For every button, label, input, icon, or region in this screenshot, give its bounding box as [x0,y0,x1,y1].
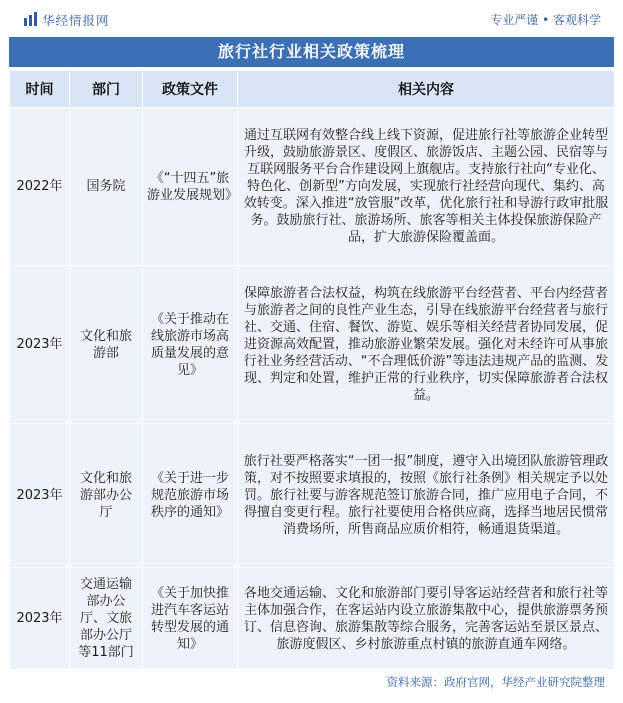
source-note: 资料来源：政府官网，华经产业研究院整理 [386,675,605,689]
cell-time: 2023年 [10,424,70,568]
table-row [10,568,615,670]
cell-time: 2023年 [10,568,70,670]
table-row [10,266,615,424]
col-header-content: 相关内容 [238,71,615,108]
cell-content: 旅行社要严格落实“一团一报”制度，遵守入出境团队旅游管理政策，对不按照要求填报的，按照《旅行社条例》相关规定予以处罚。旅行社要与游客规范签订旅游合同，推广应用电子合同，不得擅自变更行程。旅行社要使用合格供应商，选择当地居民惯常消费场所，所售商品应质价相符，畅通退货渠道。 [238,424,615,568]
col-header-dept: 部门 [70,71,143,108]
page-title: 旅行社行业相关政策梳理 [9,37,614,67]
cell-doc: 《关于进一步规范旅游市场秩序的通知》 [143,424,238,568]
cell-time: 2023年 [10,266,70,424]
cell-content: 通过互联网有效整合线上线下资源，促进旅行社等旅游企业转型升级，鼓励旅游景区、度假区、旅游饭店、主题公园、民宿等与互联网服务平台合作建设网上旗舰店。支持旅行社向“专业化、特色化、创新型”方向发展，实现旅行社经营向现代、集约、高效转变。深入推进“放管服”改革，优化旅行社和导游行政审批服务。鼓励旅行社、旅游场所、旅客等相关主体投保旅游保险产品，扩大旅游保险覆盖面。 [238,108,615,266]
cell-dept: 国务院 [70,108,143,266]
brand-logo-icon [24,12,38,26]
cell-doc: 《关于推动在线旅游市场高质量发展的意见》 [143,266,238,424]
top-bar [0,0,623,36]
cell-dept: 交通运输部办公厅、文旅部办公厅等11部门 [70,568,143,670]
cell-dept: 文化和旅游部 [70,266,143,424]
col-header-doc: 政策文件 [143,71,238,108]
cell-time: 2022年 [10,108,70,266]
policy-table [9,70,615,670]
cell-doc: 《关于加快推进汽车客运站转型发展的通知》 [143,568,238,670]
cell-doc: 《“十四五”旅游业发展规划》 [143,108,238,266]
cell-content: 保障旅游者合法权益，构筑在线旅游平台经营者、平台内经营者与旅游者之间的良性产业生态，引导在线旅游平台经营者与旅行社、交通、住宿、餐饮、游览、娱乐等相关经营者协同发展，促进资源高效配置，推动旅游业繁荣发展。强化对未经许可从事旅行社业务经营活动、“不合理低价游”等违法违规产品的监测、发现、判定和处置，维护正常的行业秩序，切实保障旅游者合法权益。 [238,266,615,424]
cell-content: 各地交通运输、文化和旅游部门要引导客运站经营者和旅行社等主体加强合作，在客运站内设立旅游集散中心，提供旅游票务预订、信息咨询、旅游集散等综合服务，完善客运站至景区景点、旅游度假区、乡村旅游重点村镇的旅游直通车网络。 [238,568,615,670]
table-row [10,424,615,568]
col-header-time: 时间 [10,71,70,108]
brand-name[interactable]: 华经情报网 [42,13,110,28]
slogan: 专业严谨 • 客观科学 [490,13,601,27]
cell-dept: 文化和旅游部办公厅 [70,424,143,568]
table-header-row [10,71,615,108]
table-row [10,108,615,266]
